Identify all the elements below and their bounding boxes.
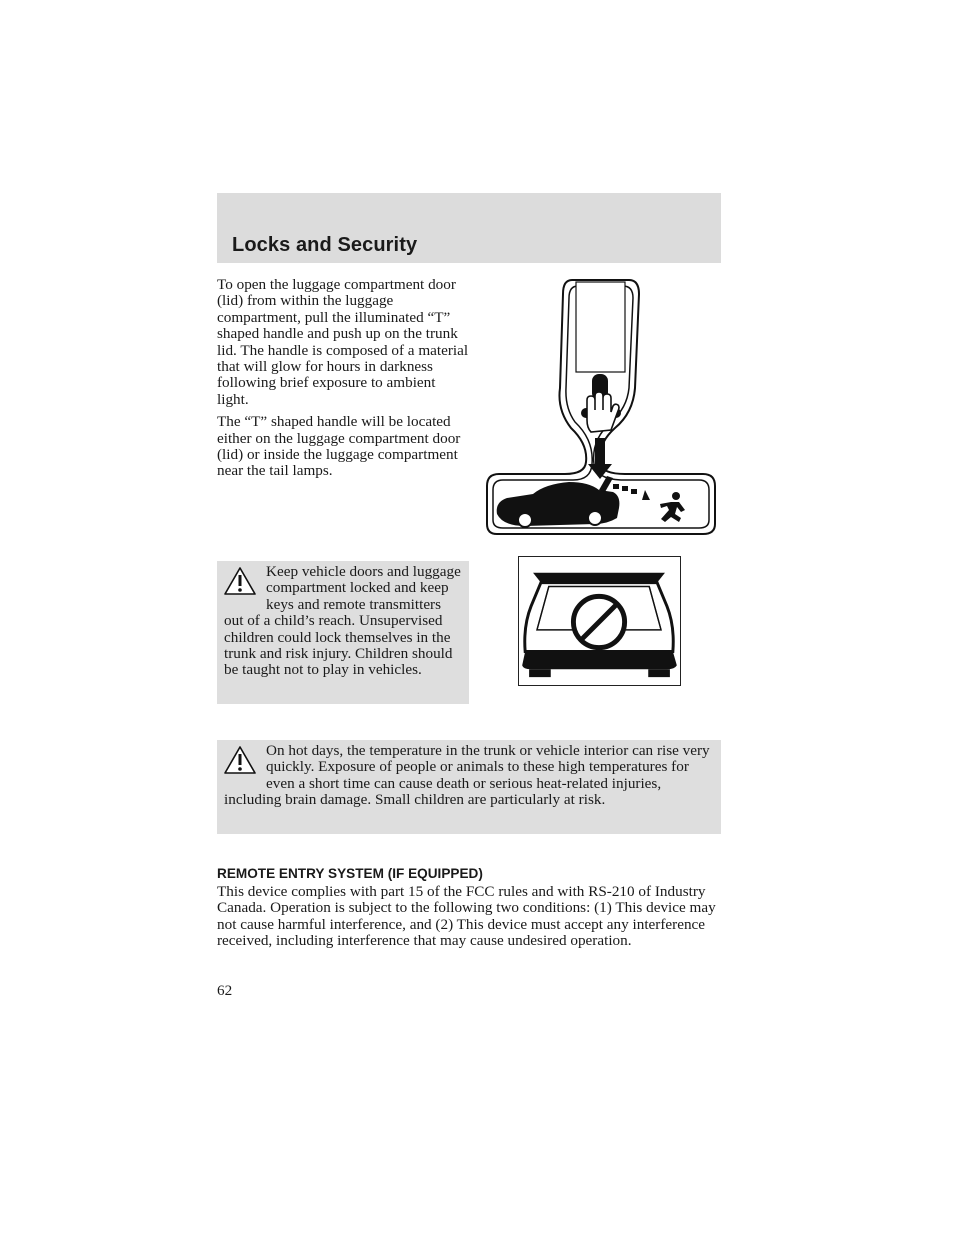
warning-box-heat xyxy=(217,740,721,834)
trunk-release-handle-illustration xyxy=(485,278,717,538)
page-title: Locks and Security xyxy=(232,234,418,256)
trunk-no-children-illustration xyxy=(518,556,681,686)
intro-text xyxy=(217,277,469,486)
intro-paragraph: The “T” shaped handle will be located either on the luggage compartment door (lid) or inside the luggage compartment near the tail lamps. xyxy=(217,413,461,480)
section-heading-remote-entry: REMOTE ENTRY SYSTEM (IF EQUIPPED) xyxy=(217,866,483,881)
warning-text: Keep vehicle doors and luggage compartment locked and keep keys and remote transmitters out of a child’s reach. Unsupervised children could lock themselves in the trunk and risk injury. Children should be taught not to play in vehicles. xyxy=(224,563,461,679)
page-number: 62 xyxy=(217,982,233,999)
warning-box-child-safety xyxy=(217,561,469,704)
warning-text: On hot days, the temperature in the trunk or vehicle interior can rise very quickly. Exposure of people or animals to these high temperatures for even a short time can cause death or serious heat-related injuries, including brain damage. Small children are particularly at risk. xyxy=(224,742,710,809)
fcc-compliance-text: This device complies with part 15 of the FCC rules and with RS-210 of Industry Canada. Operation is subject to the following two conditions: (1) This device may not cause harmful interference, and (2) This device must accept any interference received, including interference that may cause undesired operation. xyxy=(217,883,716,950)
header-band xyxy=(217,193,721,263)
intro-paragraph: To open the luggage compartment door (lid) from within the luggage compartment, pull the illuminated “T” shaped handle and push up on the trunk lid. The handle is composed of a material that will glow for hours in darkness following brief exposure to ambient light. xyxy=(217,276,469,408)
